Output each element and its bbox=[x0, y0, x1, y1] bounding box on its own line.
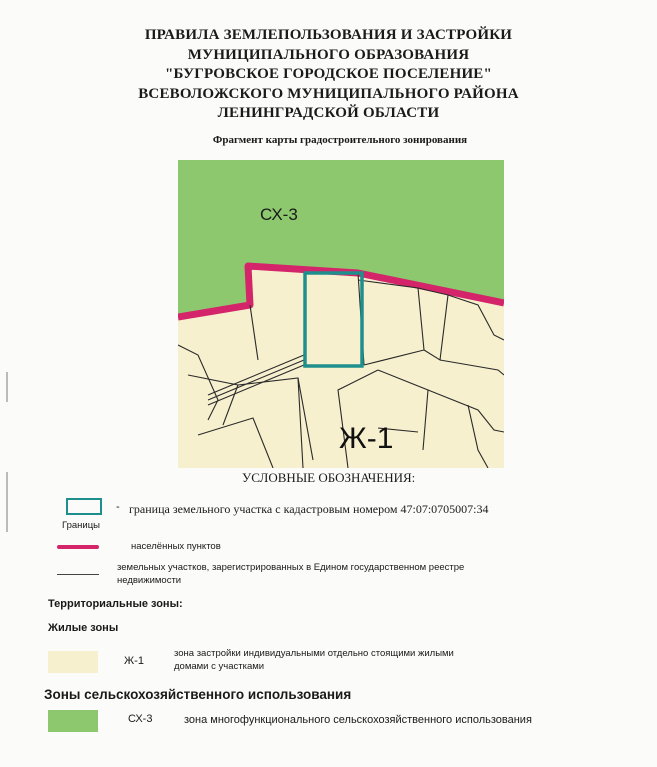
legend-registered-line1: земельных участков, зарегистрированных в Едином государственном реестре bbox=[117, 562, 465, 573]
parcel-boundary-swatch bbox=[66, 498, 102, 515]
title-line-5: ЛЕНИНГРАДСКОЙ ОБЛАСТИ bbox=[217, 105, 440, 121]
zoning-map bbox=[178, 160, 504, 468]
legend-sx3-text: зона многофункционального сельскохозяйственного использования bbox=[184, 714, 532, 726]
legend-zh1-line1: зона застройки индивидуальными отдельно стоящими жилыми bbox=[174, 648, 454, 659]
agricultural-zone-swatch bbox=[48, 710, 98, 732]
legend-territorial-zones: Территориальные зоны: bbox=[48, 598, 183, 610]
settlement-boundary-swatch bbox=[57, 545, 99, 549]
zone-label-sx3: СХ-3 bbox=[260, 205, 298, 224]
parcel-line-swatch bbox=[57, 574, 99, 575]
residential-zone-swatch bbox=[48, 651, 98, 673]
title-line-4: ВСЕВОЛОЖСКОГО МУНИЦИПАЛЬНОГО РАЙОНА bbox=[138, 85, 519, 102]
legend-dash: - bbox=[116, 501, 120, 513]
title-line-2: МУНИЦИПАЛЬНОГО ОБРАЗОВАНИЯ bbox=[187, 46, 470, 63]
scan-edge-mark bbox=[6, 372, 8, 402]
legend-residential-zones: Жилые зоны bbox=[48, 622, 119, 634]
scan-edge-mark bbox=[6, 472, 8, 532]
document-title bbox=[0, 26, 657, 124]
legend-parcel-text: граница земельного участка с кадастровым номером 47:07:0705007:34 bbox=[129, 502, 489, 516]
title-line-1: ПРАВИЛА ЗЕМЛЕПОЛЬЗОВАНИЯ И ЗАСТРОЙКИ bbox=[144, 27, 513, 43]
map-caption: Фрагмент карты градостроительного зонирования bbox=[212, 134, 468, 146]
legend-zh1-code: Ж-1 bbox=[124, 655, 144, 667]
legend-settlements-text: населённых пунктов bbox=[131, 541, 221, 552]
zone-label-zh1: Ж-1 bbox=[339, 422, 394, 455]
legend-title: УСЛОВНЫЕ ОБОЗНАЧЕНИЯ: bbox=[242, 470, 416, 485]
title-line-3: "БУГРОВСКОЕ ГОРОДСКОЕ ПОСЕЛЕНИЕ" bbox=[164, 66, 493, 82]
legend-agri-zones: Зоны сельскохозяйственного использования bbox=[44, 687, 352, 702]
legend-registered-line2: недвижимости bbox=[117, 575, 182, 586]
legend-sx3-code: СХ-3 bbox=[128, 713, 153, 725]
legend-boundaries-label: Границы bbox=[62, 520, 100, 531]
legend-zh1-line2: домами с участками bbox=[174, 661, 265, 672]
